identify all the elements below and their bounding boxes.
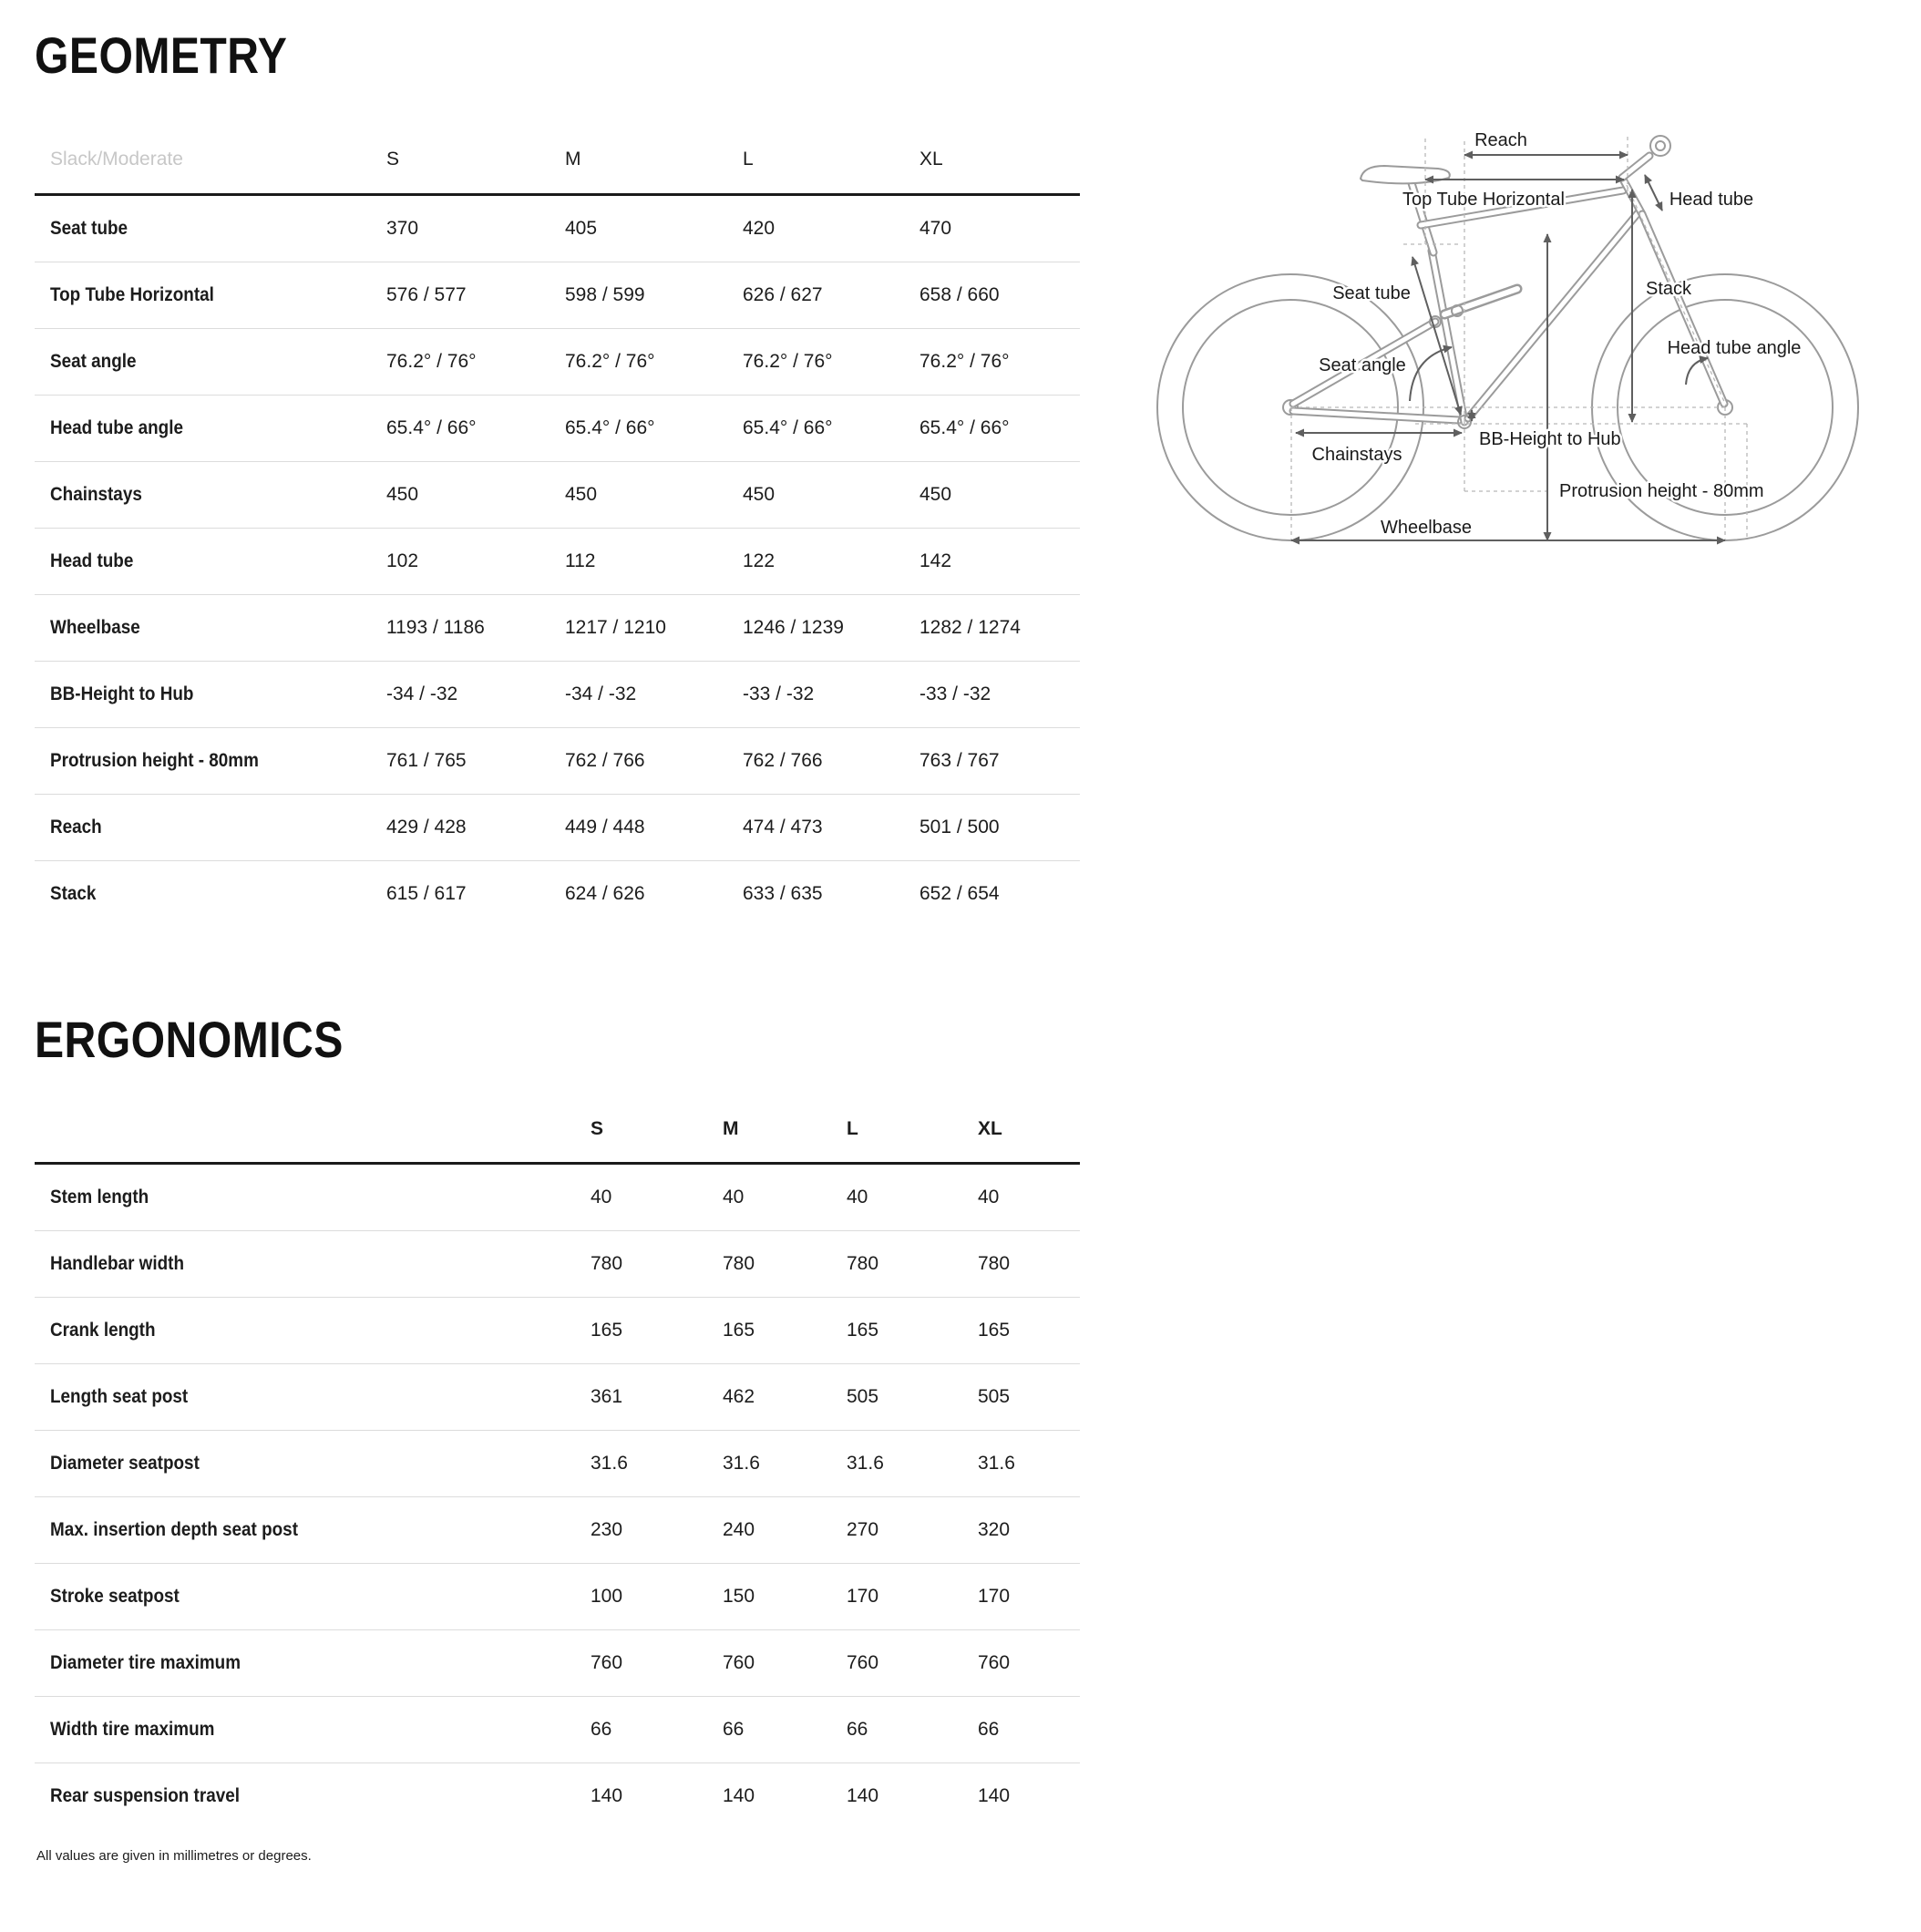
cell-l: 474 / 473 <box>743 817 823 838</box>
cell-xl: 165 <box>978 1320 1011 1341</box>
row-label: Stem length <box>50 1187 149 1208</box>
cell-xl: 505 <box>978 1386 1011 1407</box>
col-header-l: L <box>847 1118 858 1139</box>
row-label: Stroke seatpost <box>50 1586 180 1607</box>
col-header-l: L <box>743 149 754 170</box>
cell-xl: 31.6 <box>978 1453 1015 1474</box>
cell-s: 761 / 765 <box>386 750 467 771</box>
cell-s: 102 <box>386 550 419 571</box>
bb-height-to-hub-label: BB-Height to Hub <box>1479 429 1621 449</box>
cell-m: 65.4° / 66° <box>565 417 655 438</box>
table-row <box>35 728 1080 795</box>
ergonomics-title: ERGONOMICS <box>35 1011 344 1068</box>
cell-m: -34 / -32 <box>565 683 637 704</box>
cell-m: 405 <box>565 218 598 239</box>
col-header-s: S <box>386 149 400 170</box>
cell-m: 450 <box>565 484 598 505</box>
cell-m: 66 <box>723 1719 745 1740</box>
table-row <box>35 861 1080 927</box>
table-row <box>35 1763 1080 1829</box>
stack-label: Stack <box>1645 279 1692 299</box>
chainstays-label: Chainstays <box>1311 445 1402 465</box>
row-label: Rear suspension travel <box>50 1785 240 1806</box>
row-label: BB-Height to Hub <box>50 683 194 704</box>
cell-s: 576 / 577 <box>386 284 467 305</box>
cell-l: 165 <box>847 1320 879 1341</box>
row-label: Diameter tire maximum <box>50 1652 241 1673</box>
cell-xl: -33 / -32 <box>919 683 991 704</box>
table-row <box>35 1165 1080 1231</box>
cell-l: 420 <box>743 218 776 239</box>
cell-l: -33 / -32 <box>743 683 815 704</box>
cell-l: 76.2° / 76° <box>743 351 833 372</box>
row-label: Length seat post <box>50 1386 189 1407</box>
geometry-title: GEOMETRY <box>35 26 288 84</box>
variant-header-label: Slack/Moderate <box>50 149 183 170</box>
cell-s: 66 <box>591 1719 612 1740</box>
wheelbase-label: Wheelbase <box>1380 518 1473 538</box>
cell-l: 760 <box>847 1652 879 1673</box>
cell-l: 66 <box>847 1719 868 1740</box>
cell-xl: 66 <box>978 1719 1000 1740</box>
table-row <box>35 1431 1080 1497</box>
cell-l: 450 <box>743 484 776 505</box>
cell-m: 112 <box>565 550 596 571</box>
cell-xl: 450 <box>919 484 952 505</box>
cell-l: 626 / 627 <box>743 284 823 305</box>
table-row <box>35 529 1080 595</box>
cell-xl: 760 <box>978 1652 1011 1673</box>
seat-angle-label: Seat angle <box>1319 355 1406 375</box>
cell-m: 780 <box>723 1253 755 1274</box>
cell-l: 40 <box>847 1187 868 1208</box>
cell-s: 760 <box>591 1652 623 1673</box>
row-label: Head tube angle <box>50 417 183 438</box>
cell-xl: 140 <box>978 1785 1011 1806</box>
cell-m: 40 <box>723 1187 745 1208</box>
table-row <box>35 1298 1080 1364</box>
saddle-icon <box>1361 166 1450 183</box>
cell-m: 760 <box>723 1652 755 1673</box>
cell-xl: 40 <box>978 1187 1000 1208</box>
cell-l: 762 / 766 <box>743 750 823 771</box>
cell-m: 76.2° / 76° <box>565 351 655 372</box>
col-header-xl: XL <box>978 1118 1002 1139</box>
geometry-header-row <box>35 126 1080 196</box>
head-tube-label: Head tube <box>1669 190 1754 210</box>
cell-xl: 652 / 654 <box>919 883 1000 904</box>
cell-s: 65.4° / 66° <box>386 417 477 438</box>
cell-s: 140 <box>591 1785 623 1806</box>
units-footnote: All values are given in millimetres or degrees. <box>36 1848 312 1864</box>
cell-s: 780 <box>591 1253 623 1274</box>
ergonomics-header-row <box>35 1096 1080 1165</box>
cell-s: 370 <box>386 218 419 239</box>
cell-l: 780 <box>847 1253 879 1274</box>
row-label: Reach <box>50 817 102 838</box>
cell-l: 140 <box>847 1785 879 1806</box>
cell-l: 122 <box>743 550 776 571</box>
rear-wheel-icon <box>1157 274 1423 540</box>
table-row <box>35 1564 1080 1630</box>
cell-xl: 780 <box>978 1253 1011 1274</box>
cell-l: 1246 / 1239 <box>743 617 844 638</box>
reach-label: Reach <box>1474 130 1527 150</box>
table-row <box>35 262 1080 329</box>
table-row <box>35 1231 1080 1298</box>
cell-xl: 470 <box>919 218 952 239</box>
cell-s: 450 <box>386 484 419 505</box>
cell-m: 150 <box>723 1586 755 1607</box>
cell-xl: 658 / 660 <box>919 284 1000 305</box>
cell-xl: 763 / 767 <box>919 750 1000 771</box>
table-row <box>35 196 1080 262</box>
cell-l: 31.6 <box>847 1453 884 1474</box>
col-header-xl: XL <box>919 149 943 170</box>
bike-geometry-diagram <box>1142 114 1871 624</box>
cell-l: 505 <box>847 1386 879 1407</box>
cell-m: 598 / 599 <box>565 284 645 305</box>
ergonomics-table <box>35 1096 1080 1829</box>
cell-s: 31.6 <box>591 1453 628 1474</box>
row-label: Max. insertion depth seat post <box>50 1519 298 1540</box>
head-tube-angle-label: Head tube angle <box>1667 338 1802 358</box>
row-label: Handlebar width <box>50 1253 185 1274</box>
cell-s: 429 / 428 <box>386 817 467 838</box>
row-label: Width tire maximum <box>50 1719 215 1740</box>
seat-tube-label: Seat tube <box>1332 283 1411 303</box>
cell-l: 633 / 635 <box>743 883 823 904</box>
table-row <box>35 396 1080 462</box>
cell-s: 165 <box>591 1320 623 1341</box>
cell-xl: 65.4° / 66° <box>919 417 1010 438</box>
cell-s: 361 <box>591 1386 623 1407</box>
cell-xl: 170 <box>978 1586 1011 1607</box>
cell-xl: 76.2° / 76° <box>919 351 1010 372</box>
table-row <box>35 595 1080 662</box>
top-tube-horizontal-label: Top Tube Horizontal <box>1402 190 1565 210</box>
table-row <box>35 1697 1080 1763</box>
cell-xl: 1282 / 1274 <box>919 617 1021 638</box>
col-header-m: M <box>565 149 581 170</box>
col-header-s: S <box>591 1118 604 1139</box>
cell-xl: 320 <box>978 1519 1011 1540</box>
row-label: Protrusion height - 80mm <box>50 750 259 771</box>
cell-m: 1217 / 1210 <box>565 617 666 638</box>
cell-l: 270 <box>847 1519 879 1540</box>
cell-m: 31.6 <box>723 1453 760 1474</box>
row-label: Chainstays <box>50 484 142 505</box>
table-row <box>35 1630 1080 1697</box>
cell-s: 615 / 617 <box>386 883 467 904</box>
col-header-m: M <box>723 1118 739 1139</box>
row-label: Head tube <box>50 550 134 571</box>
row-label: Stack <box>50 883 97 904</box>
cell-xl: 501 / 500 <box>919 817 1000 838</box>
geometry-table <box>35 126 1080 927</box>
row-label: Top Tube Horizontal <box>50 284 214 305</box>
cell-l: 65.4° / 66° <box>743 417 833 438</box>
cell-xl: 142 <box>919 550 952 571</box>
cell-s: 100 <box>591 1586 623 1607</box>
handlebar-grip-icon <box>1650 136 1670 156</box>
cell-l: 170 <box>847 1586 879 1607</box>
row-label: Wheelbase <box>50 617 140 638</box>
cell-m: 165 <box>723 1320 755 1341</box>
cell-s: 40 <box>591 1187 612 1208</box>
cell-m: 449 / 448 <box>565 817 645 838</box>
cell-m: 240 <box>723 1519 755 1540</box>
table-row <box>35 1497 1080 1564</box>
diagram-labels <box>1312 130 1802 538</box>
cell-s: 230 <box>591 1519 623 1540</box>
table-row <box>35 462 1080 529</box>
cell-m: 462 <box>723 1386 755 1407</box>
row-label: Crank length <box>50 1320 156 1341</box>
table-row <box>35 662 1080 728</box>
table-row <box>35 1364 1080 1431</box>
cell-m: 762 / 766 <box>565 750 645 771</box>
table-row <box>35 329 1080 396</box>
row-label: Seat tube <box>50 218 128 239</box>
protrusion-height-label: Protrusion height - 80mm <box>1559 481 1764 501</box>
cell-s: -34 / -32 <box>386 683 458 704</box>
cell-s: 1193 / 1186 <box>386 617 485 638</box>
row-label: Seat angle <box>50 351 137 372</box>
row-label: Diameter seatpost <box>50 1453 200 1474</box>
cell-m: 624 / 626 <box>565 883 645 904</box>
table-row <box>35 795 1080 861</box>
cell-m: 140 <box>723 1785 755 1806</box>
cell-s: 76.2° / 76° <box>386 351 477 372</box>
